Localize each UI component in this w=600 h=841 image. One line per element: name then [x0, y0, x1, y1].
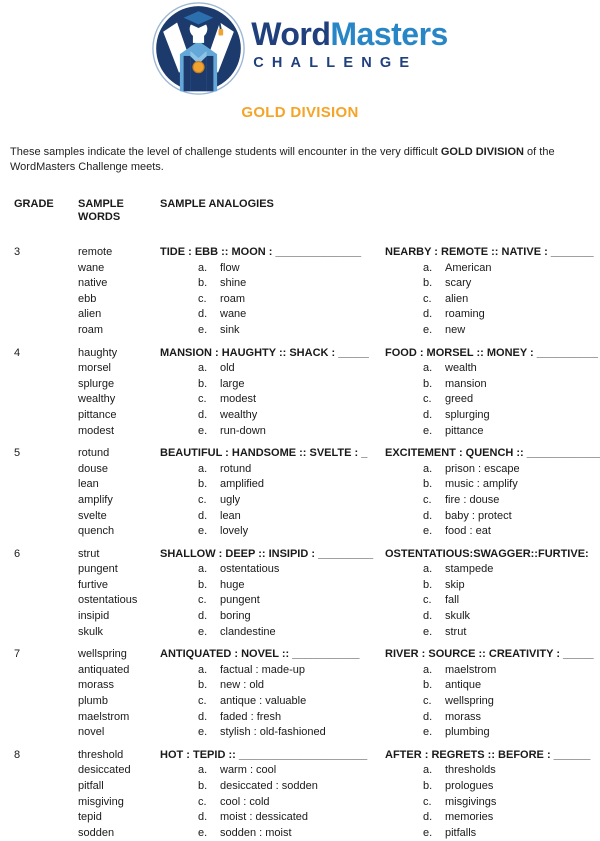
option-letter: d.	[423, 811, 433, 824]
logo-wordmark	[251, 2, 448, 71]
option-letter: a.	[198, 563, 208, 576]
option-text: desiccated : sodden	[220, 780, 318, 792]
option-letter: a.	[198, 462, 208, 475]
analogy-option	[423, 408, 600, 424]
option-letter: b.	[198, 478, 208, 491]
option-letter: b.	[423, 478, 433, 491]
sample-analogies-table	[0, 198, 600, 841]
sample-words-list	[78, 748, 160, 841]
option-letter: d.	[198, 509, 208, 522]
page-title: GOLD DIVISION	[241, 104, 359, 121]
analogy-stem: ANTIQUATED : NOVEL :: ___________	[160, 648, 360, 661]
option-text: flow	[220, 261, 240, 274]
analogy-second	[385, 245, 600, 339]
analogy-option	[423, 593, 600, 609]
option-letter: d.	[423, 509, 433, 522]
logo-masters: Masters	[330, 16, 448, 52]
option-letter: e.	[423, 424, 433, 437]
analogy-stem: MANSION : HAUGHTY :: SHACK : _____	[160, 346, 369, 359]
option-letter: a.	[198, 261, 208, 274]
option-letter: d.	[198, 408, 208, 421]
analogy-option	[198, 292, 385, 308]
analogy-option	[423, 323, 600, 339]
analogy-option	[198, 562, 385, 578]
sample-word: wellspring	[78, 648, 127, 661]
option-letter: b.	[198, 679, 208, 692]
option-letter: a.	[423, 261, 433, 274]
sample-word: wane	[78, 261, 105, 274]
option-text: wealth	[445, 362, 477, 375]
intro-text-post: of the WordMasters Challenge meets.	[10, 146, 555, 173]
option-letter: a.	[198, 764, 208, 777]
analogy-option	[423, 779, 600, 795]
option-text: stylish : old-fashioned	[220, 726, 326, 739]
analogy-option	[423, 810, 600, 826]
sample-word: skulk	[78, 625, 104, 638]
sample-word: threshold	[78, 748, 124, 761]
logo-title	[251, 18, 448, 50]
sample-word: quench	[78, 525, 115, 538]
analogy-option	[423, 261, 600, 277]
grade-number: 7	[14, 648, 21, 661]
analogy-option	[423, 826, 600, 841]
analogy-option	[423, 493, 600, 509]
sample-words-list	[78, 547, 160, 641]
option-letter: d.	[198, 811, 208, 824]
option-letter: a.	[423, 563, 433, 576]
option-text: warm : cool	[220, 764, 277, 777]
option-letter: b.	[198, 377, 208, 390]
sample-word: wealthy	[78, 393, 116, 406]
option-text: old	[220, 362, 235, 375]
option-letter: e.	[423, 525, 433, 538]
option-text: wealthy	[220, 408, 258, 421]
analogy-first	[160, 547, 385, 641]
option-text: lovely	[220, 525, 249, 538]
grade-number: 6	[14, 547, 21, 560]
sample-word: antiquated	[78, 663, 130, 676]
option-text: fire : douse	[445, 493, 500, 506]
analogy-stem: AFTER : REGRETS :: BEFORE : ______	[385, 748, 591, 761]
option-text: alien	[445, 292, 469, 305]
option-letter: a.	[198, 663, 208, 676]
sample-word: lean	[78, 478, 99, 491]
option-letter: d.	[198, 710, 208, 723]
sample-words-list	[78, 446, 160, 540]
intro-text-bold: GOLD DIVISION	[440, 146, 524, 158]
option-letter: a.	[198, 362, 208, 375]
analogy-options	[385, 261, 600, 339]
analogy-option	[198, 408, 385, 424]
option-letter: c.	[423, 493, 432, 506]
sample-words-list	[78, 647, 160, 741]
analogy-stem: NEARBY : REMOTE :: NATIVE : _______	[385, 246, 594, 258]
analogy-options	[160, 261, 385, 339]
option-letter: c.	[198, 695, 207, 708]
analogy-rows	[0, 245, 600, 841]
grade-row	[0, 346, 600, 440]
grade-number: 4	[14, 346, 21, 359]
sample-word: desiccated	[78, 764, 131, 777]
analogy-option	[198, 663, 385, 679]
analogy-option	[198, 323, 385, 339]
header-sample-analogies: SAMPLE ANALOGIES	[160, 198, 274, 210]
option-letter: a.	[423, 663, 433, 676]
analogy-option	[198, 276, 385, 292]
analogy-stem: TIDE : EBB :: MOON : ______________	[160, 246, 362, 258]
analogy-option	[198, 826, 385, 841]
analogy-option	[198, 261, 385, 277]
sample-word: insipid	[78, 610, 110, 623]
wordmasters-logo	[0, 0, 600, 95]
sample-word: alien	[78, 308, 102, 321]
option-letter: e.	[198, 625, 208, 638]
analogy-option	[423, 795, 600, 811]
analogy-option	[423, 524, 600, 540]
sample-word: remote	[78, 246, 113, 258]
sample-word: roam	[78, 323, 104, 336]
option-text: lean	[220, 509, 241, 522]
option-letter: c.	[198, 795, 207, 808]
option-text: plumbing	[445, 726, 490, 739]
analogy-option	[198, 725, 385, 741]
option-text: antique	[445, 679, 482, 692]
option-text: moist : dessicated	[220, 811, 309, 824]
option-letter: b.	[198, 780, 208, 792]
analogy-option	[423, 763, 600, 779]
analogy-options	[160, 663, 385, 741]
option-text: maelstrom	[445, 663, 497, 676]
option-text: food : eat	[445, 525, 491, 538]
option-text: huge	[220, 578, 245, 591]
analogy-stem: SHALLOW : DEEP :: INSIPID : _________	[160, 547, 374, 560]
option-text: pittance	[445, 424, 484, 437]
option-text: sodden : moist	[220, 826, 292, 839]
sample-word: modest	[78, 424, 115, 437]
option-text: roam	[220, 292, 246, 305]
grade-row	[0, 647, 600, 741]
analogy-stem: EXCITEMENT : QUENCH :: ____________	[385, 447, 600, 460]
option-letter: e.	[423, 323, 433, 336]
sample-word: tepid	[78, 811, 102, 824]
sample-words-list	[78, 245, 160, 339]
option-text: sink	[220, 323, 240, 336]
sample-word: amplify	[78, 493, 113, 506]
analogy-stem: HOT : TEPID :: _____________________	[160, 748, 368, 761]
analogy-option	[198, 493, 385, 509]
analogy-second	[385, 547, 600, 641]
analogy-option	[198, 678, 385, 694]
option-letter: e.	[198, 525, 208, 538]
grade-row	[0, 245, 600, 339]
analogy-option	[423, 307, 600, 323]
option-text: memories	[445, 811, 494, 824]
grade-number: 5	[14, 447, 21, 460]
option-letter: e.	[198, 826, 208, 839]
sample-word: svelte	[78, 509, 107, 522]
grade-row	[0, 748, 600, 841]
option-text: stampede	[445, 563, 494, 576]
option-letter: d.	[423, 408, 433, 421]
option-text: wellspring	[445, 695, 494, 708]
grade-row	[0, 547, 600, 641]
analogy-first	[160, 346, 385, 440]
analogy-option	[198, 578, 385, 594]
option-letter: e.	[198, 726, 208, 739]
analogy-stem: FOOD : MORSEL :: MONEY : __________	[385, 346, 598, 359]
option-text: baby : protect	[445, 509, 512, 522]
sample-word: strut	[78, 547, 100, 560]
analogy-option	[423, 361, 600, 377]
analogy-stem: OSTENTATIOUS:SWAGGER::FURTIVE:	[385, 547, 589, 560]
option-letter: b.	[423, 578, 433, 591]
analogy-option	[198, 509, 385, 525]
sample-word: novel	[78, 726, 105, 739]
option-letter: c.	[198, 393, 207, 406]
analogy-option	[198, 462, 385, 478]
analogy-options	[385, 462, 600, 540]
header-sample-words	[78, 198, 160, 224]
analogy-option	[423, 462, 600, 478]
header-sample-line1: SAMPLE	[78, 198, 124, 210]
analogy-option	[198, 424, 385, 440]
analogy-option	[198, 694, 385, 710]
option-text: clandestine	[220, 625, 276, 638]
analogy-option	[198, 609, 385, 625]
option-letter: b.	[198, 578, 208, 591]
graduate-emblem-icon	[152, 2, 245, 95]
option-text: faded : fresh	[220, 710, 282, 723]
analogy-option	[198, 377, 385, 393]
option-text: fall	[445, 594, 460, 607]
analogy-option	[198, 779, 385, 795]
analogy-second	[385, 446, 600, 540]
analogy-first	[160, 245, 385, 339]
analogy-option	[423, 424, 600, 440]
option-text: new	[445, 323, 466, 336]
option-text: run-down	[220, 424, 266, 437]
sample-word: douse	[78, 462, 108, 475]
analogy-option	[423, 578, 600, 594]
option-text: strut	[445, 625, 467, 638]
analogy-option	[423, 625, 600, 641]
option-letter: a.	[423, 462, 433, 475]
option-text: pitfalls	[445, 826, 477, 839]
analogy-options	[385, 763, 600, 841]
logo-word: Word	[251, 16, 331, 52]
sample-word: ostentatious	[78, 594, 138, 607]
option-letter: c.	[423, 594, 432, 607]
analogy-options	[160, 462, 385, 540]
option-letter: c.	[423, 393, 432, 406]
option-letter: d.	[198, 308, 208, 321]
option-text: scary	[445, 277, 472, 290]
sample-word: haughty	[78, 346, 118, 359]
option-text: pungent	[220, 594, 260, 607]
intro-paragraph	[10, 145, 588, 175]
sample-words-list	[78, 346, 160, 440]
option-letter: e.	[198, 424, 208, 437]
analogy-option	[198, 763, 385, 779]
option-text: ostentatious	[220, 563, 280, 576]
table-header-row	[0, 198, 600, 224]
option-letter: e.	[423, 625, 433, 638]
option-letter: d.	[423, 308, 433, 321]
option-text: morass	[445, 710, 482, 723]
analogy-option	[198, 392, 385, 408]
sample-word: plumb	[78, 695, 108, 708]
analogy-stem: RIVER : SOURCE :: CREATIVITY : _____	[385, 648, 594, 661]
option-letter: c.	[423, 292, 432, 305]
sample-word: splurge	[78, 377, 115, 390]
option-letter: e.	[423, 726, 433, 739]
analogy-option	[423, 292, 600, 308]
option-letter: b.	[423, 277, 433, 290]
option-text: amplified	[220, 478, 265, 491]
analogy-option	[423, 694, 600, 710]
option-text: music : amplify	[445, 478, 518, 491]
option-letter: a.	[423, 362, 433, 375]
option-letter: e.	[423, 826, 433, 839]
option-letter: c.	[423, 795, 432, 808]
analogy-option	[198, 524, 385, 540]
analogy-second	[385, 346, 600, 440]
sample-word: pungent	[78, 563, 118, 576]
analogy-option	[198, 710, 385, 726]
option-text: skulk	[445, 610, 471, 623]
analogy-option	[198, 593, 385, 609]
header-sample-line2: WORDS	[78, 211, 121, 223]
analogy-option	[198, 810, 385, 826]
analogy-option	[423, 276, 600, 292]
option-letter: b.	[423, 780, 433, 792]
sample-word: morass	[78, 679, 115, 692]
analogy-options	[160, 562, 385, 640]
grade-number: 8	[14, 748, 21, 761]
option-text: factual : made-up	[220, 663, 305, 676]
sample-word: pitfall	[78, 780, 104, 792]
option-text: modest	[220, 393, 257, 406]
option-letter: b.	[423, 679, 433, 692]
analogy-option	[423, 678, 600, 694]
sample-word: sodden	[78, 826, 115, 839]
option-letter: c.	[198, 292, 207, 305]
analogy-options	[385, 562, 600, 640]
header-grade: GRADE	[14, 198, 54, 210]
option-text: shine	[220, 277, 247, 290]
option-text: new : old	[220, 679, 265, 692]
sample-word: furtive	[78, 578, 108, 591]
option-letter: b.	[423, 377, 433, 390]
option-text: misgivings	[445, 795, 497, 808]
option-text: splurging	[445, 408, 490, 421]
option-text: greed	[445, 393, 474, 406]
analogy-option	[198, 477, 385, 493]
analogy-first	[160, 748, 385, 841]
option-letter: d.	[423, 610, 433, 623]
sample-word: rotund	[78, 447, 110, 460]
option-text: boring	[220, 610, 251, 623]
option-letter: d.	[423, 710, 433, 723]
option-letter: c.	[198, 493, 207, 506]
analogy-option	[198, 625, 385, 641]
option-text: American	[445, 261, 492, 274]
sample-word: misgiving	[78, 795, 124, 808]
analogy-option	[423, 725, 600, 741]
analogy-option	[198, 795, 385, 811]
analogy-option	[423, 609, 600, 625]
option-text: thresholds	[445, 764, 496, 777]
option-letter: c.	[423, 695, 432, 708]
analogy-option	[423, 509, 600, 525]
option-text: wane	[220, 308, 247, 321]
analogy-second	[385, 647, 600, 741]
analogy-option	[198, 307, 385, 323]
analogy-option	[423, 663, 600, 679]
analogy-option	[423, 377, 600, 393]
intro-text-pre: These samples indicate the level of challenge students will encounter in the very difficult	[10, 146, 441, 158]
option-letter: b.	[198, 277, 208, 290]
option-text: antique : valuable	[220, 695, 307, 708]
analogy-options	[385, 361, 600, 439]
grade-number: 3	[14, 246, 21, 258]
analogy-option	[423, 562, 600, 578]
option-text: mansion	[445, 377, 487, 390]
option-text: cool : cold	[220, 795, 270, 808]
analogy-first	[160, 647, 385, 741]
analogy-option	[423, 710, 600, 726]
sample-word: maelstrom	[78, 710, 130, 723]
analogy-first	[160, 446, 385, 540]
analogy-options	[385, 663, 600, 741]
option-letter: a.	[423, 764, 433, 777]
option-letter: d.	[198, 610, 208, 623]
analogy-option	[423, 392, 600, 408]
sample-word: pittance	[78, 408, 117, 421]
option-letter: c.	[198, 594, 207, 607]
sample-word: native	[78, 277, 108, 290]
analogy-option	[423, 477, 600, 493]
option-text: prison : escape	[445, 462, 520, 475]
option-text: rotund	[220, 462, 252, 475]
analogy-options	[160, 361, 385, 439]
grade-row	[0, 446, 600, 540]
option-text: prologues	[445, 780, 494, 792]
sample-word: ebb	[78, 292, 97, 305]
option-text: large	[220, 377, 245, 390]
option-letter: e.	[198, 323, 208, 336]
analogy-options	[160, 763, 385, 841]
option-text: ugly	[220, 493, 241, 506]
option-text: skip	[445, 578, 465, 591]
analogy-stem: BEAUTIFUL : HANDSOME :: SVELTE : _	[160, 447, 368, 460]
analogy-second	[385, 748, 600, 841]
analogy-option	[198, 361, 385, 377]
option-text: roaming	[445, 308, 485, 321]
logo-challenge: CHALLENGE	[253, 55, 418, 71]
sample-word: morsel	[78, 362, 112, 375]
